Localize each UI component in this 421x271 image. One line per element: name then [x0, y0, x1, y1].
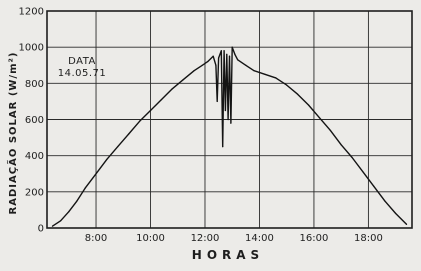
data-point [150, 110, 151, 111]
tick-labels [19, 7, 383, 245]
data-point [95, 173, 96, 174]
data-point [60, 220, 61, 221]
data-point [351, 157, 352, 158]
data-point [172, 88, 173, 89]
y-tick-label: 600 [24, 115, 44, 126]
data-point [161, 99, 162, 100]
y-tick-label: 1000 [18, 42, 44, 54]
data-point [232, 47, 233, 48]
data-point [183, 79, 184, 80]
data-point [218, 57, 219, 58]
data-point [264, 74, 265, 75]
x-tick-label: 10:00 [136, 233, 165, 244]
data-point [193, 70, 194, 71]
grid [47, 11, 412, 228]
data-point [275, 77, 276, 78]
y-axis-label: RADIAÇÃO SOLAR (W/m²) [8, 51, 19, 215]
x-tick-label: 12:00 [190, 233, 220, 244]
x-tick-label: 16:00 [299, 233, 329, 244]
data-point [253, 70, 254, 71]
data-point [213, 56, 214, 57]
data-point [395, 213, 396, 214]
data-point [406, 224, 407, 225]
data-point [245, 65, 246, 66]
y-tick-label: 200 [24, 187, 44, 199]
data-point [85, 188, 86, 189]
data-point [221, 50, 222, 51]
data-point [341, 144, 342, 145]
data-point [234, 54, 235, 55]
data-point [202, 65, 203, 66]
data-point [128, 133, 129, 134]
data-point [225, 110, 226, 111]
data-point [106, 159, 107, 160]
y-tick-label: 0 [37, 223, 44, 235]
x-axis-label: HORAS [191, 248, 265, 262]
data-point [237, 59, 238, 60]
data-point [319, 117, 320, 118]
data-point [117, 146, 118, 147]
data-point [362, 171, 363, 172]
x-tick-label: 14:00 [245, 233, 274, 244]
data-point [52, 226, 53, 227]
date-annotation-label: DATA [68, 56, 96, 67]
data-point [76, 200, 77, 201]
data-point [228, 119, 229, 120]
data-point [229, 56, 230, 57]
data-point [308, 104, 309, 105]
data-point [139, 121, 140, 122]
data-point [373, 186, 374, 187]
data-point [222, 146, 223, 147]
date-annotation-value: 14.05.71 [57, 68, 107, 79]
y-tick-label: 1200 [18, 6, 44, 18]
data-point [223, 50, 224, 51]
data-point [384, 200, 385, 201]
x-tick-label: 18:00 [354, 233, 383, 244]
data-point [226, 54, 227, 55]
data-point [297, 94, 298, 95]
data-point [217, 101, 218, 102]
data-point [286, 85, 287, 86]
data-point [207, 61, 208, 62]
data-point [215, 65, 216, 66]
data-point [330, 130, 331, 131]
y-tick-label: 400 [24, 151, 44, 163]
x-tick-label: 8:00 [84, 233, 108, 244]
data-point [68, 211, 69, 212]
y-tick-label: 800 [24, 78, 44, 90]
data-point [230, 123, 231, 124]
